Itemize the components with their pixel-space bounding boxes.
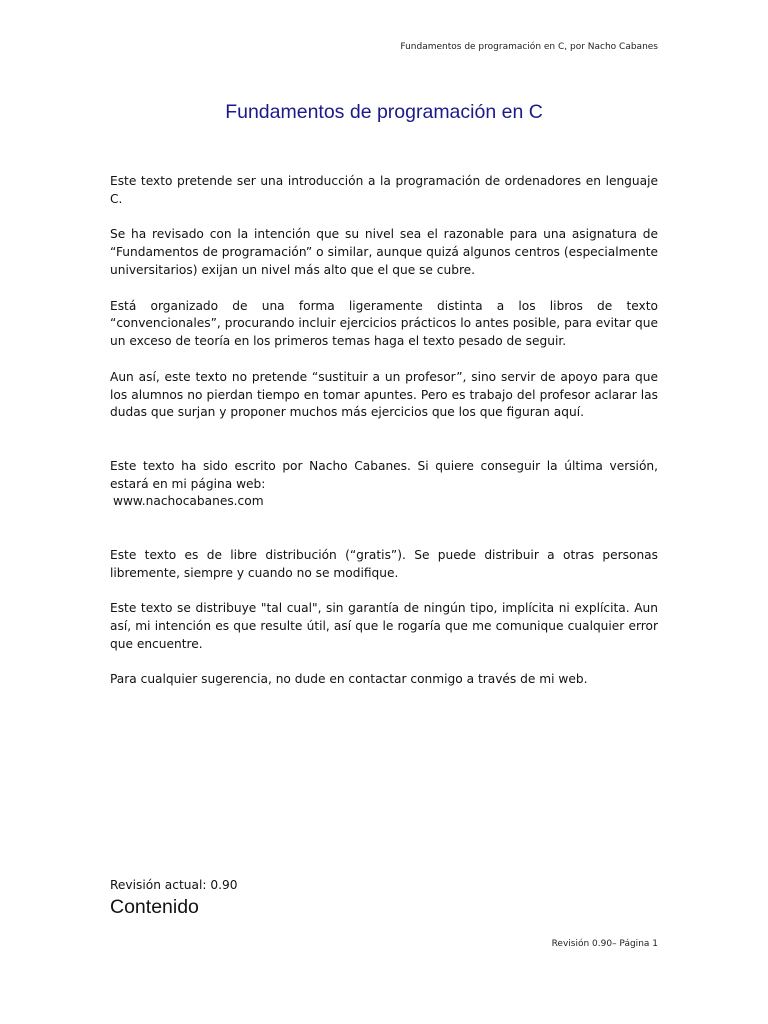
paragraph-organization: Está organizado de una forma ligeramente distinta a los libros de texto “convencionales”, procurando incluir ejercicios prácticos lo antes posible, para evitar que un exceso de teoría en los primeros temas haga el texto pesado de seguir. xyxy=(110,298,658,349)
website-block xyxy=(110,493,658,511)
document-body xyxy=(110,173,658,689)
paragraph-distribution: Este texto es de libre distribución (“gratis”). Se puede distribuir a otras personas libremente, siempre y cuando no se modifique. xyxy=(110,547,658,580)
contents-heading: Contenido xyxy=(110,896,199,918)
website-link[interactable]: www.nachocabanes.com xyxy=(113,494,264,509)
paragraph-support: Aun así, este texto no pretende “sustituir a un profesor”, sino servir de apoyo para que los alumnos no pierdan tiempo en tomar apuntes. Pero es trabajo del profesor aclarar las dudas que surjan y proponer muchos más ejercicios que los que figuran aquí. xyxy=(110,369,658,420)
running-header: Fundamentos de programación en C, por Nacho Cabanes xyxy=(400,42,658,52)
revision-line: Revisión actual: 0.90 xyxy=(110,878,238,892)
paragraph-author: Este texto ha sido escrito por Nacho Cabanes. Si quiere conseguir la última versión, estará en mi página web: xyxy=(110,458,658,491)
paragraph-contact: Para cualquier sugerencia, no dude en contactar conmigo a través de mi web. xyxy=(110,672,588,687)
paragraph-intro: Este texto pretende ser una introducción a la programación de ordenadores en lenguaje C. xyxy=(110,174,658,206)
paragraph-level: Se ha revisado con la intención que su nivel sea el razonable para una asignatura de “Fundamentos de programación” o similar, aunque quizá algunos centros (especialmente universitarios) exijan un nivel más alto que el que se cubre. xyxy=(110,227,658,277)
paragraph-warranty: Este texto se distribuye "tal cual", sin garantía de ningún tipo, implícita ni explícita. Aun así, mi intención es que resulte útil, así que le rogaría que me comunique cualquier error que encuentre. xyxy=(110,601,658,651)
running-footer: Revisión 0.90– Página 1 xyxy=(551,939,658,949)
document-title: Fundamentos de programación en C xyxy=(225,101,543,123)
